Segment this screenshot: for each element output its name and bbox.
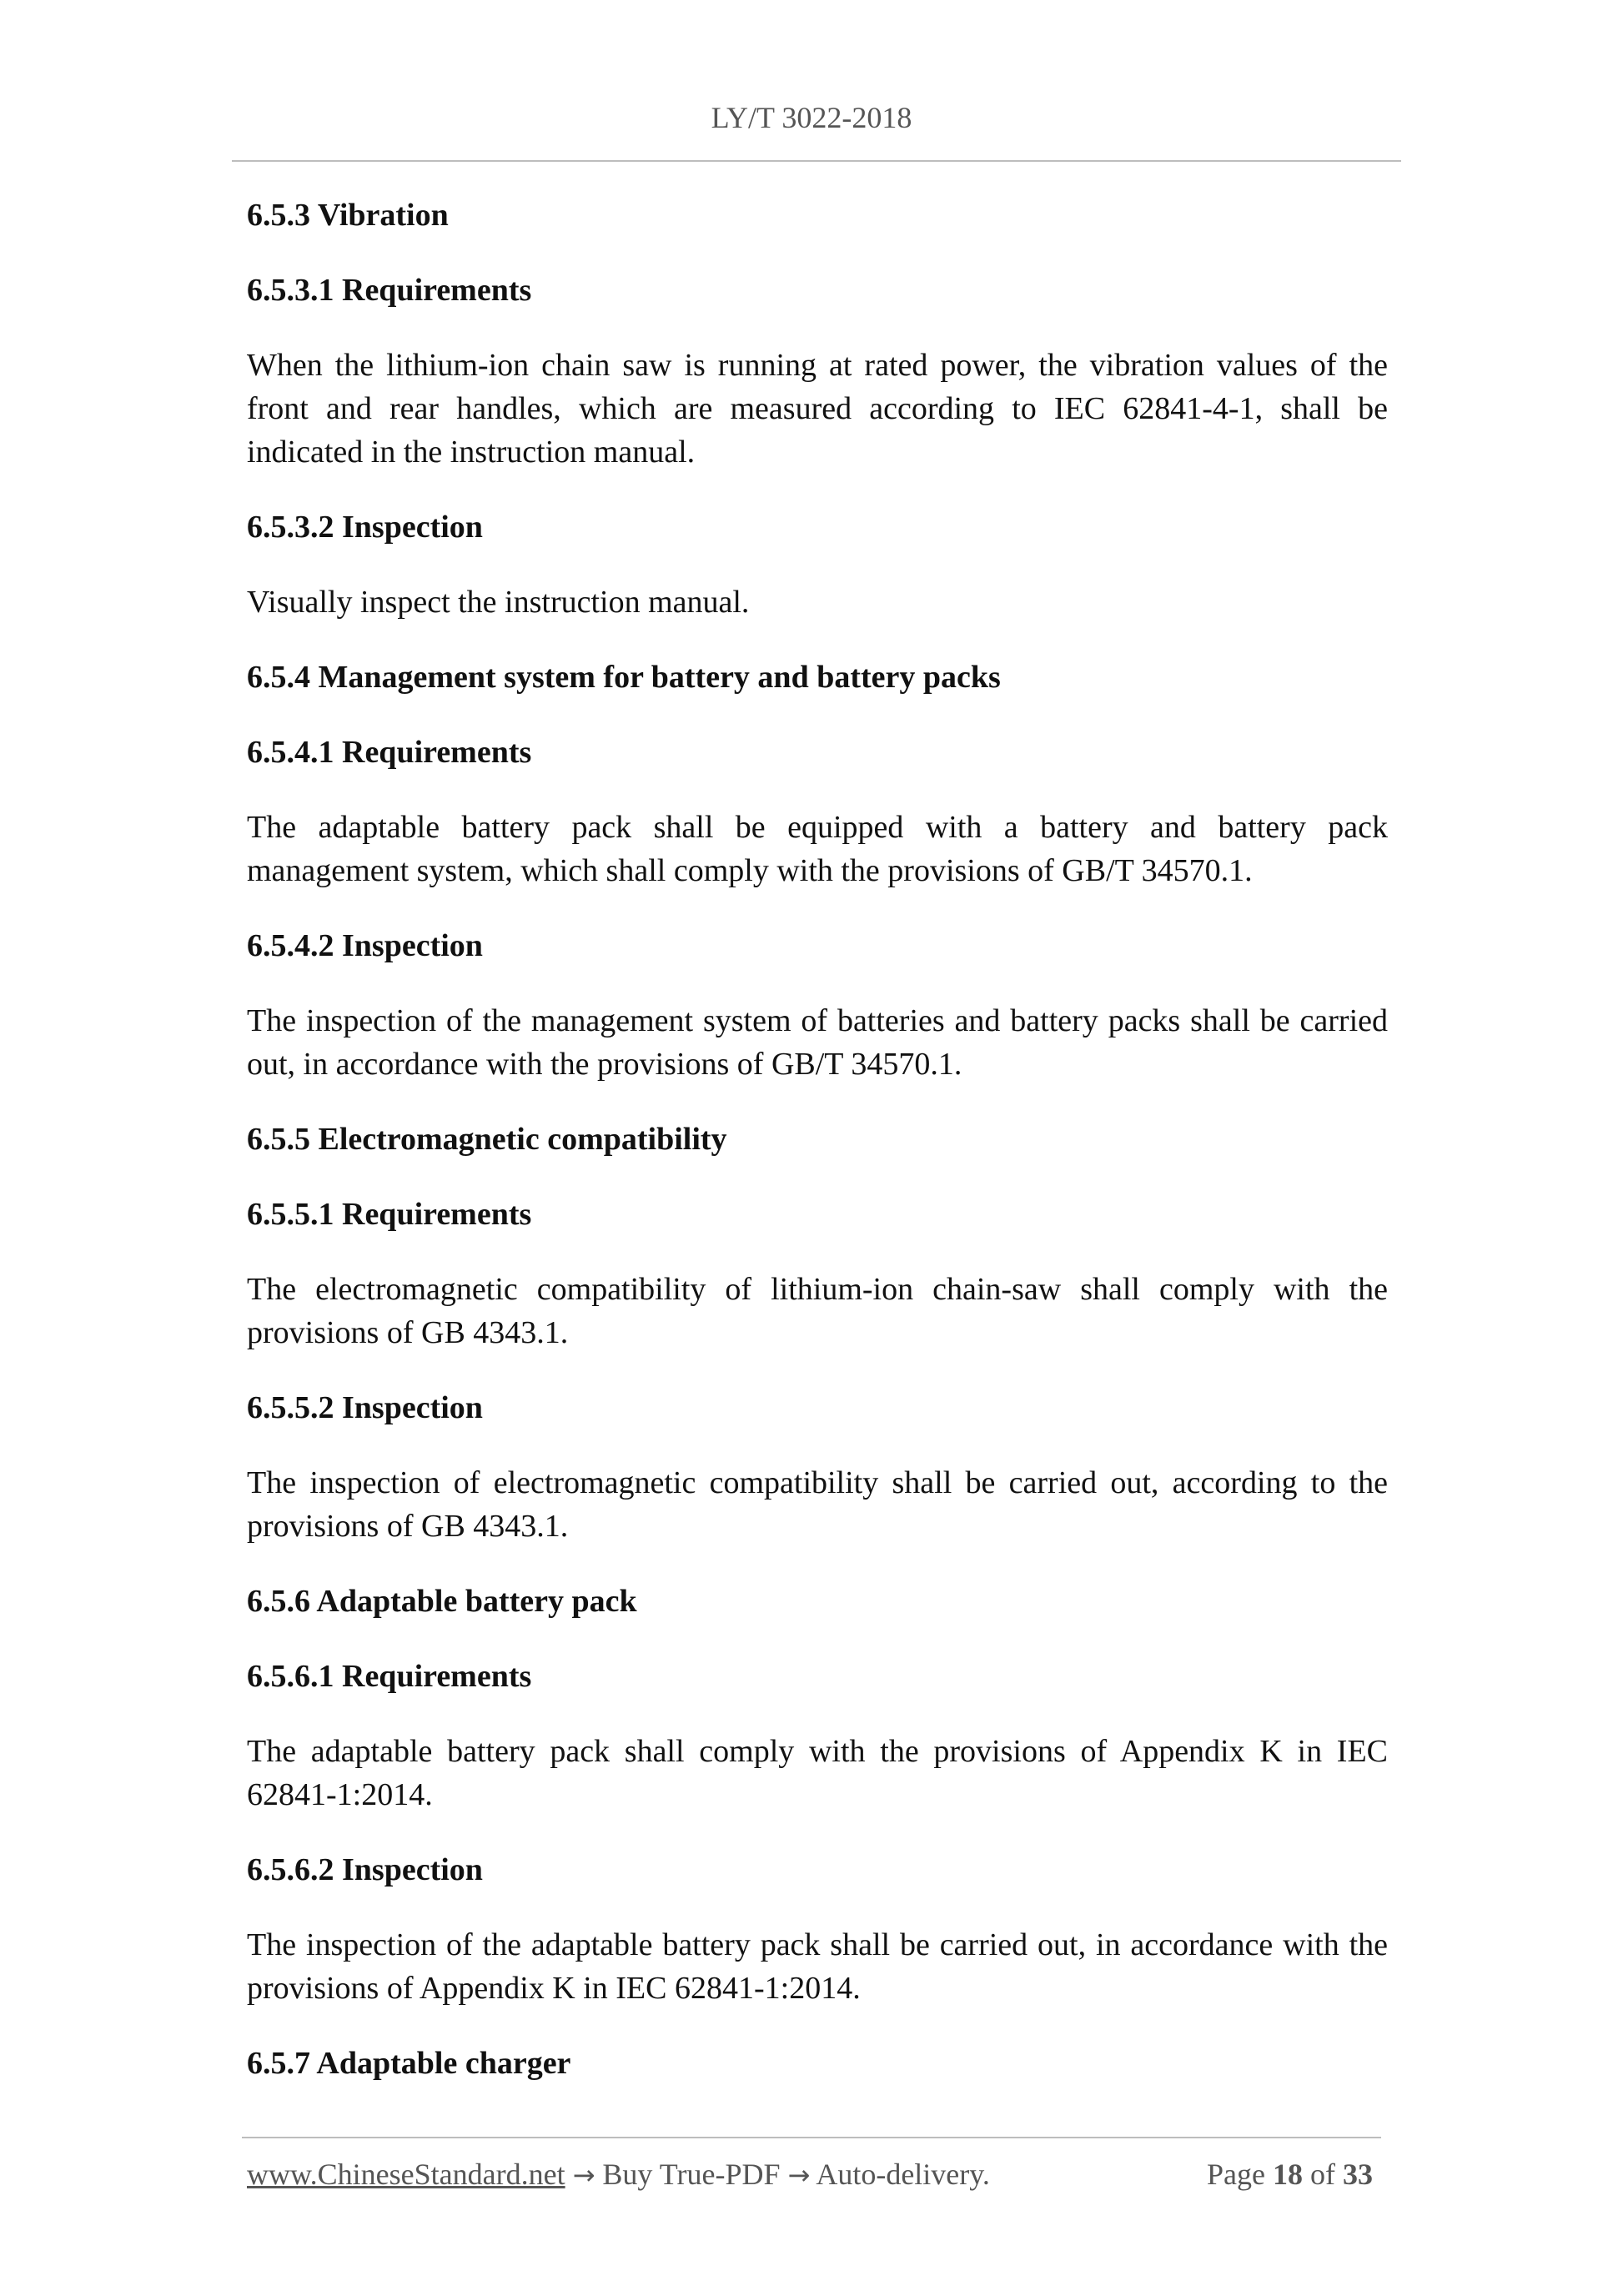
body-paragraph: Visually inspect the instruction manual.	[247, 585, 750, 620]
page-footer	[247, 2157, 1381, 2200]
auto-delivery-text: Auto-delivery.	[816, 2158, 990, 2191]
body-paragraph: The adaptable battery pack shall be equipped with a battery and battery pack management system, which shall comply with the provisions of GB/T 34570.1.	[247, 810, 1388, 888]
section-heading: 6.5.7 Adaptable charger	[247, 2046, 571, 2081]
body-paragraph: The adaptable battery pack shall comply with the provisions of Appendix K in IEC 62841-1:2014.	[247, 1734, 1388, 1812]
section-heading: 6.5.5 Electromagnetic compatibility	[247, 1122, 727, 1157]
of-label: of	[1310, 2158, 1335, 2191]
body-paragraph: The inspection of the management system of batteries and battery packs shall be carried out, in accordance with the provisions of GB/T 34570.1.	[247, 1003, 1388, 1082]
arrow-right-icon: →	[572, 2159, 595, 2191]
section-heading: 6.5.6 Adaptable battery pack	[247, 1584, 637, 1619]
document-code-header: LY/T 3022-2018	[711, 101, 912, 134]
footer-promo	[247, 2157, 990, 2192]
body-paragraph: The inspection of electromagnetic compatibility shall be carried out, according to the provisions of GB 4343.1.	[247, 1465, 1388, 1544]
header-divider	[232, 160, 1401, 162]
section-heading: 6.5.4 Management system for battery and battery packs	[247, 660, 1001, 695]
section-heading: 6.5.6.1 Requirements	[247, 1659, 532, 1694]
body-paragraph: When the lithium-ion chain saw is running at rated power, the vibration values of the front and rear handles, which are measured according to IEC 62841-4-1, shall be indicated in the instruction manual.	[247, 348, 1388, 470]
total-pages-number: 33	[1343, 2158, 1373, 2191]
page-indicator	[1207, 2157, 1373, 2192]
section-heading: 6.5.4.1 Requirements	[247, 735, 532, 770]
body-paragraph: The inspection of the adaptable battery pack shall be carried out, in accordance with the provisions of Appendix K in IEC 62841-1:2014.	[247, 1927, 1388, 2006]
section-heading: 6.5.4.2 Inspection	[247, 928, 483, 963]
document-body	[247, 193, 1388, 2117]
section-heading: 6.5.5.2 Inspection	[247, 1390, 483, 1425]
section-heading: 6.5.6.2 Inspection	[247, 1852, 483, 1887]
arrow-right-icon: →	[787, 2159, 811, 2191]
page-label: Page	[1207, 2158, 1265, 2191]
section-heading: 6.5.3.2 Inspection	[247, 510, 483, 545]
section-heading: 6.5.5.1 Requirements	[247, 1197, 532, 1232]
footer-divider	[242, 2137, 1381, 2138]
buy-true-pdf-text: Buy True-PDF	[602, 2158, 781, 2191]
chinesestandard-link[interactable]: www.ChineseStandard.net	[247, 2158, 565, 2191]
section-heading: 6.5.3.1 Requirements	[247, 273, 532, 308]
current-page-number: 18	[1273, 2158, 1303, 2191]
body-paragraph: The electromagnetic compatibility of lithium-ion chain-saw shall comply with the provisions of GB 4343.1.	[247, 1272, 1388, 1350]
section-heading: 6.5.3 Vibration	[247, 198, 449, 233]
